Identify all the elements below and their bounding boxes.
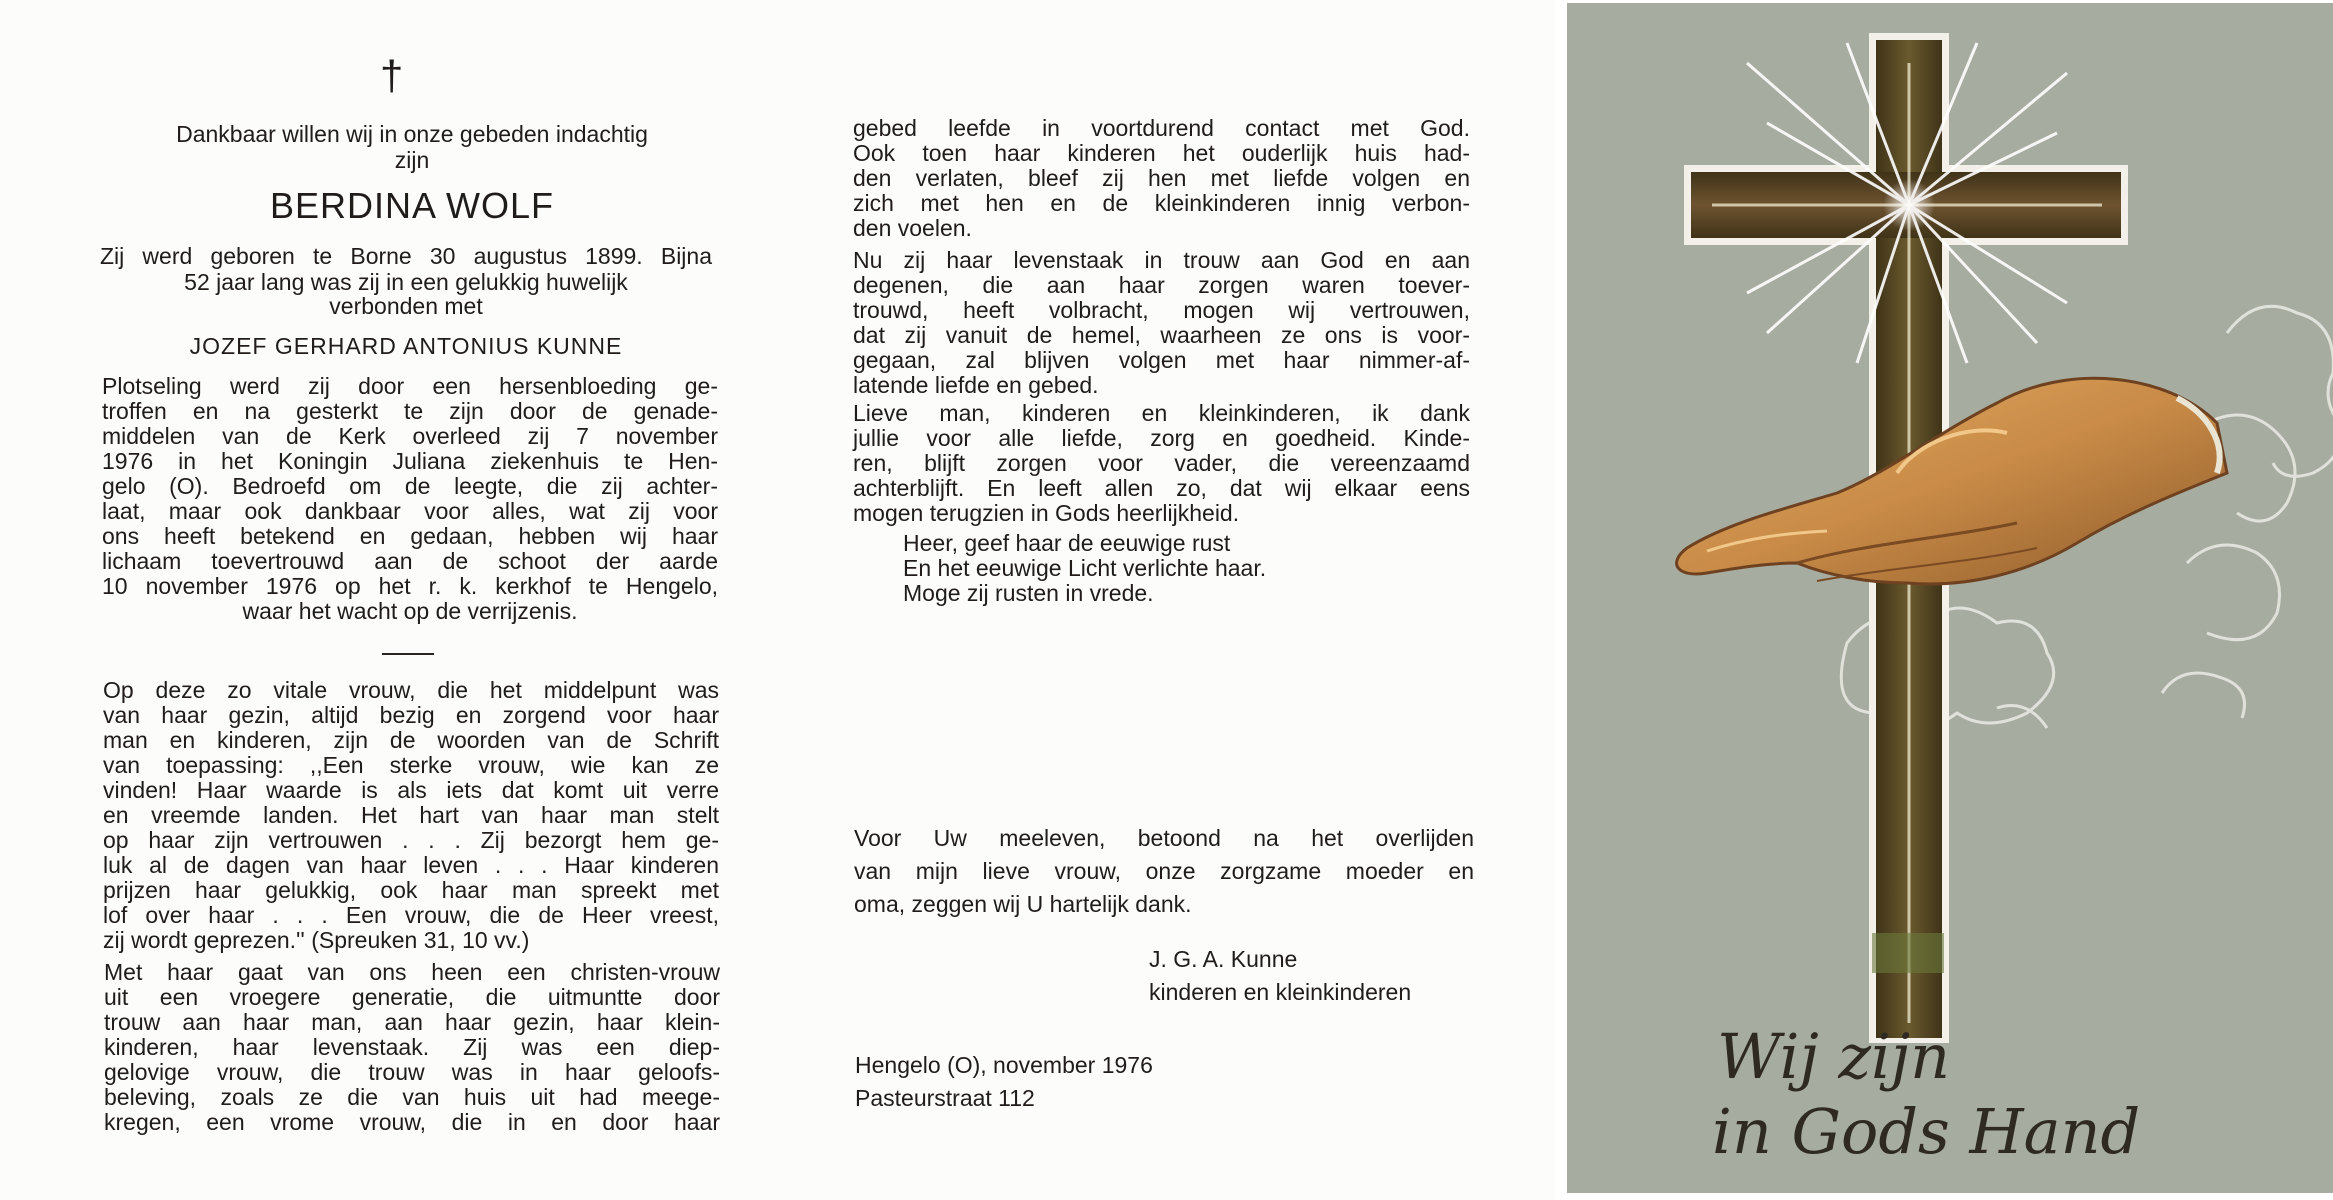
- signature-name: J. G. A. Kunne: [1149, 946, 1298, 972]
- farewell-text-line: jullie voor alle liefde, zorg en goedheid. Kinde-: [853, 425, 1470, 451]
- scripture-text-line: zij wordt geprezen.'' (Spreuken 31, 10 vv.): [103, 927, 530, 953]
- death-text-line: lichaam toevertrouwd aan de schoot der aarde: [102, 548, 718, 574]
- intro-line-end: zijn: [394, 147, 430, 173]
- scripture-text-line: van toepassing: ,,Een sterke vrouw, wie kan ze: [103, 752, 719, 778]
- death-text-line: waar het wacht op de verrijzenis.: [242, 598, 578, 624]
- prayer-text-line: den voelen.: [853, 215, 972, 241]
- farewell-text-line: mogen terugzien in Gods heerlijkheid.: [853, 500, 1240, 526]
- prayer-poem-line: En het eeuwige Licht verlichte haar.: [903, 555, 1267, 581]
- thanks-text-line: oma, zeggen wij U hartelijk dank.: [854, 891, 1192, 917]
- prayer-text-line: gebed leefde in voortdurend contact met God.: [853, 115, 1470, 141]
- task-text-line: Nu zij haar levenstaak in trouw aan God en aan: [853, 247, 1470, 273]
- tribute-text-line: kregen, een vrome vrouw, die in en door haar: [104, 1109, 720, 1135]
- farewell-text-line: Lieve man, kinderen en kleinkinderen, ik dank: [853, 400, 1470, 426]
- scripture-text-line: man en kinderen, zijn de woorden van de Schrift: [103, 727, 719, 753]
- scripture-text-line: lof over haar . . . Een vrouw, die de Heer vreest,: [103, 902, 719, 928]
- prayer-poem-line: Moge zij rusten in vrede.: [903, 580, 1154, 606]
- birth-text-line: verbonden met: [329, 293, 483, 319]
- task-text-line: latende liefde en gebed.: [853, 372, 1099, 398]
- tribute-text-line: trouw aan haar man, aan haar gezin, haar klein-: [104, 1009, 720, 1035]
- signature-family: kinderen en kleinkinderen: [1149, 979, 1412, 1005]
- husband-name: JOZEF GERHARD ANTONIUS KUNNE: [189, 333, 623, 359]
- intro-line: Dankbaar willen wij in onze gebeden indachtig: [176, 121, 648, 147]
- death-text-line: troffen en na gesterkt te zijn door de genade-: [102, 398, 718, 424]
- prayer-text-line: den verlaten, bleef zij hen met liefde volgen en: [853, 165, 1470, 191]
- address: Pasteurstraat 112: [855, 1085, 1035, 1111]
- dagger-cross-symbol: †: [380, 52, 404, 99]
- birth-text-line: 52 jaar lang was zij in een gelukkig huwelijk: [184, 269, 628, 295]
- scripture-text-line: en vreemde landen. Het hart van haar man stelt: [103, 802, 719, 828]
- scripture-text-line: luk al de dagen van haar leven . . . Haar kinderen: [103, 852, 719, 878]
- scripture-text-line: op haar zijn vertrouwen . . . Zij bezorgt hem ge-: [103, 827, 719, 853]
- tribute-text-line: gelovige vrouw, die trouw was in haar geloofs-: [104, 1059, 720, 1085]
- prayer-text-line: Ook toen haar kinderen het ouderlijk huis had-: [853, 140, 1470, 166]
- scripture-text-line: Op deze zo vitale vrouw, die het middelpunt was: [103, 677, 719, 703]
- card-caption-line2: in Gods Hand: [1712, 1095, 2141, 1168]
- death-text-line: gelo (O). Bedroefd om de leegte, die zij achter-: [102, 473, 718, 499]
- prayer-poem-line: Heer, geef haar de eeuwige rust: [903, 530, 1231, 556]
- thanks-text-line: Voor Uw meeleven, betoond na het overlijden: [854, 825, 1474, 851]
- task-text-line: degenen, die aan haar zorgen waren toever-: [853, 272, 1470, 298]
- task-text-line: trouwd, heeft volbracht, mogen wij vertrouwen,: [853, 297, 1470, 323]
- card-fold-gap: [1555, 0, 1567, 1200]
- task-text-line: gegaan, zal blijven volgen met haar nimmer-af-: [853, 347, 1470, 373]
- farewell-text-line: ren, blijft zorgen voor vader, die vereenzaamd: [853, 450, 1470, 476]
- scripture-text-line: vinden! Haar waarde is als iets dat komt uit verre: [103, 777, 719, 803]
- devotional-card-front: [1567, 3, 2333, 1193]
- card-caption-line1: Wij zijn: [1717, 1020, 1951, 1093]
- deceased-name: BERDINA WOLF: [269, 185, 555, 226]
- scripture-text-line: prijzen haar gelukkig, ook haar man spreekt met: [103, 877, 719, 903]
- task-text-line: dat zij vanuit de hemel, waarheen ze ons is voor-: [853, 322, 1470, 348]
- tribute-text-line: kinderen, haar levenstaak. Zij was een diep-: [104, 1034, 720, 1060]
- death-text-line: 1976 in het Koningin Juliana ziekenhuis te Hen-: [102, 448, 718, 474]
- birth-text-line: Zij werd geboren te Borne 30 augustus 1899. Bijna: [100, 243, 712, 269]
- scripture-text-line: van haar gezin, altijd bezig en zorgend voor haar: [103, 702, 719, 728]
- death-text-line: Plotseling werd zij door een hersenbloeding ge-: [102, 373, 718, 399]
- death-text-line: ons heeft betekend en gedaan, hebben wij haar: [102, 523, 718, 549]
- prayer-text-line: zich met hen en de kleinkinderen innig verbon-: [853, 190, 1470, 216]
- tribute-text-line: uit een vroegere generatie, die uitmuntte door: [104, 984, 720, 1010]
- card-illustration: [1567, 3, 2333, 1193]
- tribute-text-line: Met haar gaat van ons heen een christen-vrouw: [104, 959, 720, 985]
- death-text-line: middelen van de Kerk overleed zij 7 november: [102, 423, 718, 449]
- death-text-line: 10 november 1976 op het r. k. kerkhof te Hengelo,: [102, 573, 718, 599]
- open-hand-icon: [1677, 378, 2227, 584]
- tribute-text-line: beleving, zoals ze die van huis uit had meege-: [104, 1084, 720, 1110]
- farewell-text-line: achterblijft. En leeft allen zo, dat wij elkaar eens: [853, 475, 1470, 501]
- thanks-text-line: van mijn lieve vrouw, onze zorgzame moeder en: [854, 858, 1474, 884]
- section-divider: [382, 653, 434, 655]
- place-date: Hengelo (O), november 1976: [855, 1052, 1153, 1078]
- death-text-line: laat, maar ook dankbaar voor alles, wat zij voor: [102, 498, 718, 524]
